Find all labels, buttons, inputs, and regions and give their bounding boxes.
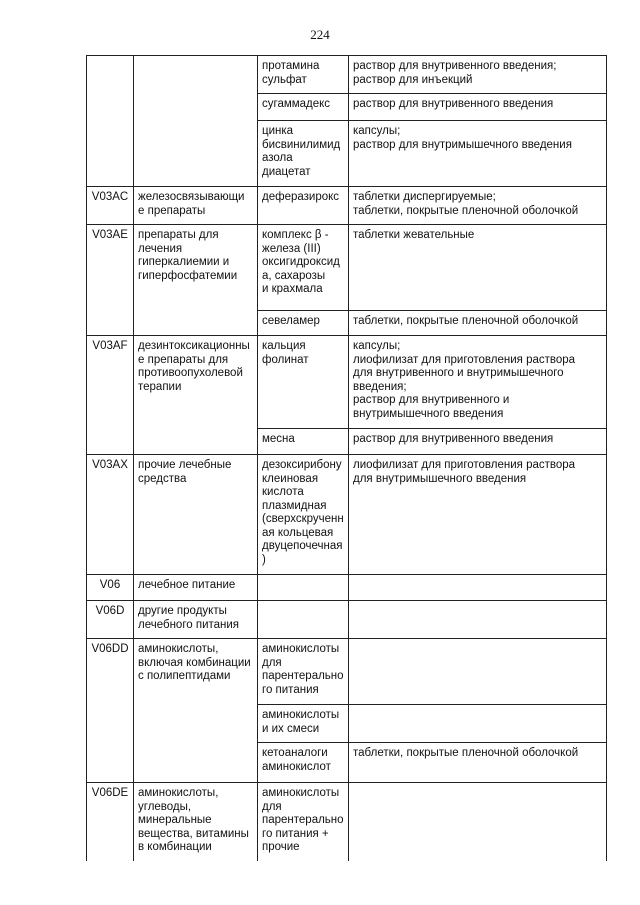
table-row: [87, 455, 607, 575]
dosage-form-cell: капсулы; лиофилизат для приготовления раствора для внутривенного и внутримышечного введения; раствор для внутривенного и внутримышечного введения: [349, 336, 607, 429]
dosage-form-cell: капсулы; раствор для внутримышечного введения: [349, 121, 607, 187]
group-name-cell: [134, 121, 258, 187]
group-name-cell: другие продукты лечебного питания: [134, 601, 258, 639]
drug-name-cell: кальция фолинат: [258, 336, 349, 429]
atc-code-cell: [87, 429, 134, 455]
dosage-form-cell: [349, 575, 607, 601]
dosage-form-cell: таблетки жевательные: [349, 225, 607, 311]
drug-name-cell: севеламер: [258, 311, 349, 336]
table-row: [87, 783, 607, 861]
dosage-form-cell: [349, 705, 607, 743]
atc-code-cell: [87, 311, 134, 336]
dosage-form-cell: раствор для внутривенного введения; раствор для инъекций: [349, 56, 607, 94]
drug-name-cell: аминокислоты и их смеси: [258, 705, 349, 743]
group-name-cell: [134, 94, 258, 121]
drug-name-cell: месна: [258, 429, 349, 455]
dosage-form-cell: таблетки, покрытые пленочной оболочкой: [349, 743, 607, 783]
dosage-form-cell: таблетки диспергируемые; таблетки, покрытые пленочной оболочкой: [349, 187, 607, 225]
group-name-cell: [134, 429, 258, 455]
atc-code-cell: [87, 743, 134, 783]
dosage-form-cell: лиофилизат для приготовления раствора для внутримышечного введения: [349, 455, 607, 575]
table-row: [87, 311, 607, 336]
dosage-form-cell: [349, 783, 607, 861]
atc-code-cell: [87, 705, 134, 743]
atc-code-cell: V03AC: [87, 187, 134, 225]
group-name-cell: аминокислоты, включая комбинации с полипептидами: [134, 639, 258, 705]
drug-table: [86, 55, 607, 861]
atc-code-cell: V06DD: [87, 639, 134, 705]
dosage-form-cell: [349, 639, 607, 705]
atc-code-cell: V06: [87, 575, 134, 601]
atc-code-cell: [87, 56, 134, 94]
drug-name-cell: кетоаналоги аминокислот: [258, 743, 349, 783]
group-name-cell: препараты для лечения гиперкалиемии и гиперфосфатемии: [134, 225, 258, 311]
drug-name-cell: аминокислоты для парентерально го питания + прочие: [258, 783, 349, 861]
atc-code-cell: [87, 94, 134, 121]
group-name-cell: железосвязывающи е препараты: [134, 187, 258, 225]
page-number: 224: [310, 27, 330, 42]
dosage-form-cell: раствор для внутривенного введения: [349, 429, 607, 455]
group-name-cell: лечебное питание: [134, 575, 258, 601]
atc-code-cell: V03AX: [87, 455, 134, 575]
drug-name-cell: дезоксирибону клеиновая кислота плазмидная (сверхскрученн ая кольцевая двуцепочечная ): [258, 455, 349, 575]
group-name-cell: [134, 311, 258, 336]
drug-name-cell: [258, 575, 349, 601]
drug-name-cell: аминокислоты для парентерально го питания: [258, 639, 349, 705]
table-row: [87, 56, 607, 94]
table-row: [87, 187, 607, 225]
dosage-form-cell: [349, 601, 607, 639]
table-row: [87, 94, 607, 121]
table-row: [87, 225, 607, 311]
drug-name-cell: деферазирокс: [258, 187, 349, 225]
atc-code-cell: V06D: [87, 601, 134, 639]
atc-code-cell: V03AE: [87, 225, 134, 311]
atc-code-cell: V03AF: [87, 336, 134, 429]
drug-name-cell: [258, 601, 349, 639]
group-name-cell: аминокислоты, углеводы, минеральные вещества, витамины в комбинации: [134, 783, 258, 861]
group-name-cell: прочие лечебные средства: [134, 455, 258, 575]
table-row: [87, 705, 607, 743]
atc-code-cell: [87, 121, 134, 187]
table-row: [87, 429, 607, 455]
group-name-cell: дезинтоксикационны е препараты для противоопухолевой терапии: [134, 336, 258, 429]
group-name-cell: [134, 56, 258, 94]
group-name-cell: [134, 705, 258, 743]
drug-name-cell: сугаммадекс: [258, 94, 349, 121]
table-row: [87, 601, 607, 639]
drug-name-cell: цинка бисвинилимид азола диацетат: [258, 121, 349, 187]
table-row: [87, 575, 607, 601]
group-name-cell: [134, 743, 258, 783]
table-row: [87, 639, 607, 705]
drug-name-cell: протамина сульфат: [258, 56, 349, 94]
table-row: [87, 336, 607, 429]
dosage-form-cell: раствор для внутривенного введения: [349, 94, 607, 121]
table-row: [87, 743, 607, 783]
drug-name-cell: комплекс β - железа (III) оксигидроксид а, сахарозы и крахмала: [258, 225, 349, 311]
atc-code-cell: V06DE: [87, 783, 134, 861]
dosage-form-cell: таблетки, покрытые пленочной оболочкой: [349, 311, 607, 336]
table-row: [87, 121, 607, 187]
